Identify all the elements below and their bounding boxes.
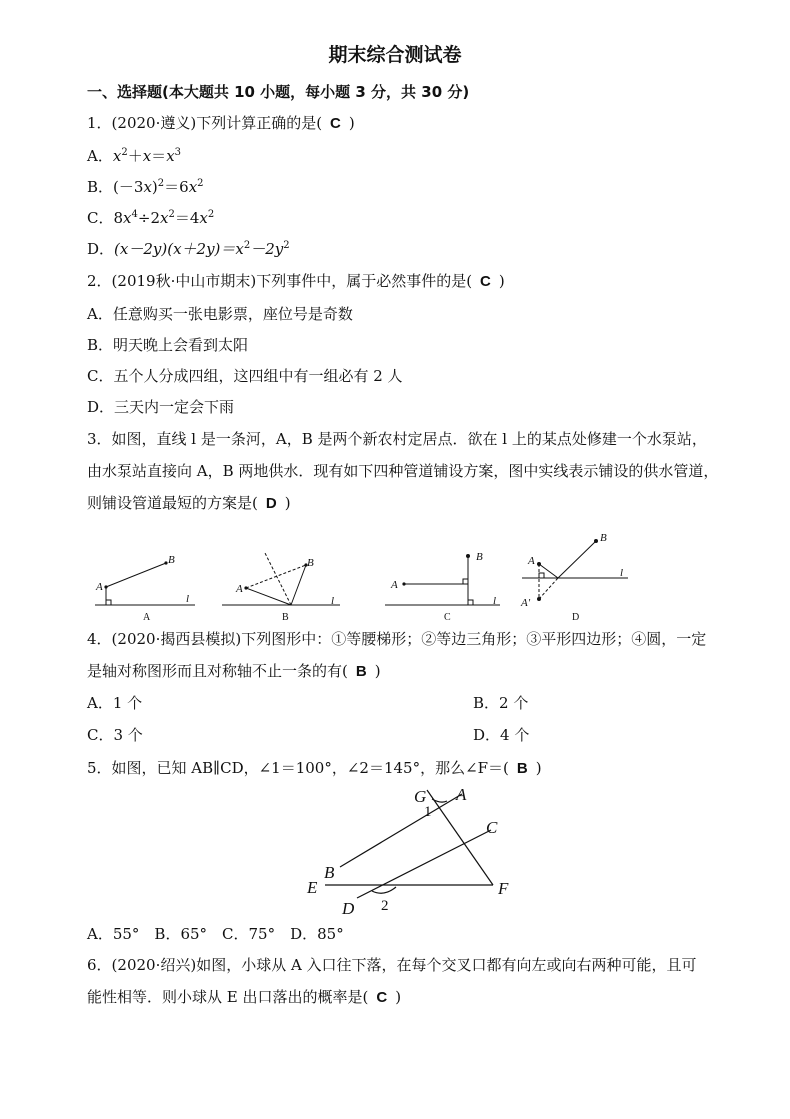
fig-c-label-l: l [493,595,497,607]
question-5-answer: B [516,760,528,777]
question-3-line-1: 3．如图，直线 l 是一条河，A，B 是两个新农村定居点．欲在 l 上的某点处修建一个水泵站， [87,430,707,448]
question-4-option-b: B．2 个 [473,694,529,712]
question-6-answer: C [376,989,388,1006]
fig-b-label-a: A [236,583,243,595]
question-3-figures [0,525,790,625]
question-1-text: 1．(2020·遵义)下列计算正确的是( [87,114,323,132]
fig-a-label-b: B [168,554,175,566]
question-6-line-1: 6．(2020·绍兴)如图，小球从 A 入口往下落，在每个交叉口都有向左或向右两种可能，且可 [87,956,697,974]
question-5-options: A．55° B．65° C．75° D．85° [87,925,344,943]
question-4-option-c: C．3 个 [87,726,143,744]
question-2-answer: C [480,273,491,290]
fig-c-label-a: A [391,579,398,591]
fig5-label-b: B [324,863,335,882]
fig5-label-d: D [342,899,355,918]
fig5-label-e: E [307,878,318,897]
question-1-stem: 1．(2020·遵义)下列计算正确的是( C ) [87,114,355,132]
fig-caption-d: D [572,612,580,623]
fig-a-label-a: A [96,581,103,593]
question-5-figure [0,780,790,920]
question-2-option-a: A．任意购买一张电影票，座位号是奇数 [87,305,353,323]
question-1-option-c: C．$8x^4\div 2x^2=4x^2$ [87,209,215,227]
question-1-option-b: B．$(-3x)^2=6x^2$ [87,178,204,196]
question-2-option-c: C．五个人分成四组，这四组中有一组必有 2 人 [87,367,403,385]
fig5-angle-2: 2 [381,898,389,914]
fig-d-label-l: l [620,567,624,579]
question-2-option-b: B．明天晚上会看到太阳 [87,336,249,354]
fig5-label-c: C [486,818,498,837]
fig5-angle-1: 1 [424,804,432,820]
question-4-line-2: 是轴对称图形而且对称轴不止一条的有( B ) [87,662,381,680]
question-1-answer: C [330,115,341,132]
question-2-stem: 2．(2019秋·中山市期末)下列事件中，属于必然事件的是( C ) [87,272,505,290]
fig-a-label-l: l [186,593,190,605]
question-2-option-d: D．三天内一定会下雨 [87,398,235,416]
fig5-label-g: G [414,787,427,806]
fig-caption-c: C [444,612,451,623]
question-3-answer: D [265,495,277,512]
question-3-line-3: 则铺设管道最短的方案是( D ) [87,494,291,512]
question-4-line-1: 4．(2020·揭西县模拟)下列图形中：①等腰梯形；②等边三角形；③平形四边形；④圆，一定 [87,630,707,648]
page-title: 期末综合测试卷 [328,44,462,66]
fig-caption-b: B [282,612,289,623]
question-3-line-2: 由水泵站直接向 A，B 两地供水．现有如下四种管道铺设方案，图中实线表示铺设的供水管道， [87,462,719,480]
section-heading: 一、选择题(本大题共 10 小题，每小题 3 分，共 30 分) [87,83,470,101]
question-5-stem: 5．如图，已知 AB∥CD，∠1＝100°，∠2＝145°，那么∠F＝( B ) [87,759,542,777]
question-6-line-2: 能性相等．则小球从 E 出口落出的概率是( C ) [87,988,402,1006]
fig-d-label-aprime: A′ [521,597,531,609]
fig-caption-a: A [143,612,151,623]
fig-c-label-b: B [476,551,483,563]
question-4-answer: B [355,663,367,680]
question-4-option-a: A．1 个 [87,694,143,712]
fig5-label-a: A [456,785,467,804]
fig-d-label-a: A [528,555,535,567]
fig5-label-f: F [498,879,509,898]
question-1-option-d: D．$(x-2y)(x+2y)=x^2-2y^2$ [87,240,290,258]
fig-b-label-b: B [307,557,314,569]
question-4-option-d: D．4 个 [473,726,530,744]
fig-b-label-l: l [331,595,335,607]
question-1-option-a: A．$x^2+x=x^3$ [87,147,182,165]
fig-d-label-b: B [600,532,607,544]
